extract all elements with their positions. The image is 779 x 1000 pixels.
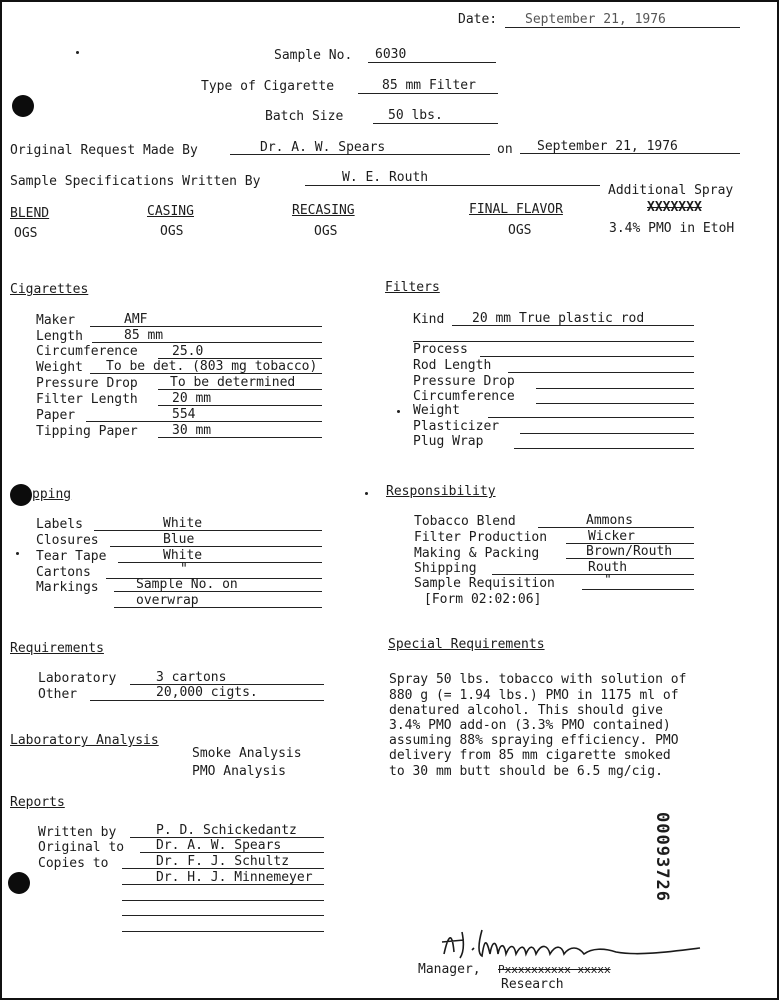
- ship-line-markings-2: [114, 607, 322, 608]
- special-line-6: delivery from 85 mm cigarette smoked: [389, 748, 671, 763]
- ship-value-labels: White: [163, 516, 203, 531]
- cig-value-maker: AMF: [124, 312, 148, 327]
- signature-department: Research: [501, 977, 564, 992]
- filter-line-rod-length: [508, 372, 694, 373]
- resp-value-requisition: ": [604, 573, 612, 588]
- ship-value-tear-tape: White: [163, 548, 203, 563]
- filter-kind-line: [452, 325, 694, 326]
- filter-kind-value: 20 mm True plastic rod: [472, 311, 645, 326]
- special-line-4: 3.4% PMO add-on (3.3% PMO contained): [389, 718, 671, 733]
- reports-original-label: Original to: [38, 840, 125, 855]
- form-note: [Form 02:02:06]: [424, 592, 542, 607]
- filter-line-circumference: [536, 403, 694, 404]
- filter-line-process: [480, 356, 694, 357]
- ship-label-tear-tape: Tear Tape: [36, 549, 107, 564]
- punch-hole: [8, 872, 30, 894]
- cig-line-tipping: [158, 437, 322, 438]
- ship-label-markings: Markings: [36, 580, 99, 595]
- reports-copy-line-2: [122, 884, 324, 885]
- resp-value-making: Brown/Routh: [586, 544, 673, 559]
- request-by-line: [230, 154, 490, 155]
- reports-blank-line-1: [122, 900, 324, 901]
- cig-line-length: [92, 342, 322, 343]
- signature-manager-label: Manager,: [418, 962, 481, 977]
- cig-label-circumference: Circumference: [36, 344, 138, 359]
- req-laboratory-label: Laboratory: [38, 671, 117, 686]
- filter-line-pressure: [536, 388, 694, 389]
- cig-value-tipping: 30 mm: [172, 423, 212, 438]
- reports-written-label: Written by: [38, 825, 117, 840]
- punch-hole: [10, 484, 32, 506]
- blend-label: BLEND: [10, 206, 50, 221]
- reports-original-value: Dr. A. W. Spears: [156, 838, 282, 853]
- filter-line-plasticizer: [520, 433, 694, 434]
- resp-line-shipping: [492, 574, 694, 575]
- reports-copy-2: Dr. H. J. Minnemeyer: [156, 870, 313, 885]
- resp-label-filter: Filter Production: [414, 530, 548, 545]
- filters-heading: Filters: [385, 280, 440, 295]
- ship-value-markings-2: overwrap: [136, 593, 199, 608]
- speck: [76, 51, 79, 54]
- batch-size-value: 50 lbs.: [388, 108, 443, 123]
- cig-label-length: Length: [36, 329, 83, 344]
- specs-by: W. E. Routh: [342, 170, 429, 185]
- reports-blank-line-2: [122, 915, 324, 916]
- req-other-value: 20,000 cigts.: [156, 685, 258, 700]
- resp-line-blend: [538, 527, 694, 528]
- punch-hole: [12, 95, 34, 117]
- ship-line-tear-tape: [118, 562, 322, 563]
- ship-line-labels: [94, 530, 322, 531]
- ship-value-closures: Blue: [163, 532, 195, 547]
- ship-value-cartons: ": [180, 562, 188, 577]
- resp-label-blend: Tobacco Blend: [414, 514, 516, 529]
- cig-line-filter-length: [158, 405, 322, 406]
- filter-kind-label: Kind: [413, 312, 445, 327]
- specs-label: Sample Specifications Written By: [10, 174, 261, 189]
- blend-value: OGS: [14, 226, 38, 241]
- resp-value-filter: Wicker: [588, 529, 635, 544]
- speck: [16, 552, 19, 555]
- additional-spray-value: 3.4% PMO in EtoH: [609, 221, 735, 236]
- cig-line-paper: [86, 421, 322, 422]
- request-by: Dr. A. W. Spears: [260, 140, 386, 155]
- additional-struck: XXXXXXX: [647, 200, 702, 215]
- filter-label-process: Process: [413, 342, 468, 357]
- reports-copy-1: Dr. F. J. Schultz: [156, 854, 290, 869]
- cig-label-filter-length: Filter Length: [36, 392, 138, 407]
- reports-written-value: P. D. Schickedantz: [156, 823, 297, 838]
- lab-analysis-heading: Laboratory Analysis: [10, 733, 159, 748]
- filter-label-pressure: Pressure Drop: [413, 374, 515, 389]
- ship-label-cartons: Cartons: [36, 565, 91, 580]
- cig-label-pressure: Pressure Drop: [36, 376, 138, 391]
- request-date: September 21, 1976: [537, 139, 678, 154]
- special-line-5: assuming 88% spraying efficiency. PMO: [389, 733, 679, 748]
- cig-label-weight: Weight: [36, 360, 83, 375]
- cig-line-pressure: [158, 389, 322, 390]
- document-stamp-number: 00093726: [652, 812, 672, 902]
- reports-heading: Reports: [10, 795, 65, 810]
- reports-copy-line-1: [122, 868, 324, 869]
- final-flavor-value: OGS: [508, 223, 532, 238]
- additional-spray-label: Additional Spray: [608, 183, 734, 198]
- sample-no-label: Sample No.: [274, 48, 353, 63]
- cig-line-maker: [90, 326, 322, 327]
- casing-label: CASING: [147, 204, 194, 219]
- reports-blank-line-3: [122, 931, 324, 932]
- batch-size-line: [373, 123, 498, 124]
- requirements-heading: Requirements: [10, 641, 104, 656]
- request-date-line: [520, 153, 740, 154]
- special-line-3: denatured alcohol. This should give: [389, 703, 663, 718]
- speck: [397, 410, 400, 413]
- req-other-line: [90, 700, 324, 701]
- filter-line-weight: [488, 417, 694, 418]
- cig-value-paper: 554: [172, 407, 196, 422]
- cig-value-pressure: To be determined: [170, 375, 296, 390]
- date-line: [505, 27, 740, 28]
- cig-value-weight: To be det. (803 mg tobacco): [106, 359, 318, 374]
- cigarettes-heading: Cigarettes: [10, 282, 89, 297]
- speck: [365, 492, 368, 495]
- ship-value-markings: Sample No. on: [136, 577, 238, 592]
- recasing-label: RECASING: [292, 203, 355, 218]
- filter-label-weight: Weight: [413, 403, 460, 418]
- responsibility-heading: Responsibility: [386, 484, 496, 499]
- cig-type-line: [358, 93, 498, 94]
- cig-value-filter-length: 20 mm: [172, 391, 212, 406]
- filter-label-plasticizer: Plasticizer: [413, 419, 500, 434]
- date-label: Date:: [458, 12, 498, 27]
- lab-analysis-pmo: PMO Analysis: [192, 764, 286, 779]
- sample-no-value: 6030: [375, 47, 407, 62]
- recasing-value: OGS: [314, 224, 338, 239]
- req-laboratory-value: 3 cartons: [156, 670, 227, 685]
- shipping-heading: pping: [32, 487, 72, 502]
- cig-value-circumference: 25.0: [172, 344, 204, 359]
- cig-type-label: Type of Cigarette: [201, 79, 335, 94]
- ship-line-markings: [114, 591, 322, 592]
- resp-value-blend: Ammons: [586, 513, 633, 528]
- lab-analysis-smoke: Smoke Analysis: [192, 746, 302, 761]
- cig-label-tipping: Tipping Paper: [36, 424, 138, 439]
- filter-label-rod-length: Rod Length: [413, 358, 492, 373]
- filter-label-circumference: Circumference: [413, 389, 515, 404]
- special-line-2: 880 g (= 1.94 lbs.) PMO in 1175 ml of: [389, 688, 679, 703]
- cig-type-value: 85 mm Filter: [382, 78, 476, 93]
- special-line-1: Spray 50 lbs. tobacco with solution of: [389, 672, 687, 687]
- request-label: Original Request Made By: [10, 143, 198, 158]
- resp-label-shipping: Shipping: [414, 561, 477, 576]
- date-value: September 21, 1976: [525, 12, 666, 27]
- resp-line-requisition: [582, 589, 694, 590]
- casing-value: OGS: [160, 224, 184, 239]
- reports-copies-label: Copies to: [38, 856, 109, 871]
- specs-by-line: [305, 185, 600, 186]
- resp-label-requisition: Sample Requisition: [414, 576, 555, 591]
- resp-value-shipping: Routh: [588, 560, 628, 575]
- filter-line-plug-wrap: [514, 448, 694, 449]
- cig-label-maker: Maker: [36, 313, 76, 328]
- sample-no-line: [368, 62, 496, 63]
- special-heading: Special Requirements: [388, 637, 545, 652]
- cig-label-paper: Paper: [36, 408, 76, 423]
- signature: [438, 924, 708, 964]
- ship-line-closures: [110, 546, 322, 547]
- signature-struck-title: Pxxxxxxxxxx xxxxx: [498, 963, 611, 976]
- ship-label-labels: Labels: [36, 517, 83, 532]
- reports-original-line: [140, 852, 324, 853]
- batch-size-label: Batch Size: [265, 109, 344, 124]
- ship-label-closures: Closures: [36, 533, 99, 548]
- on-label: on: [497, 142, 513, 157]
- resp-label-making: Making & Packing: [414, 546, 540, 561]
- req-other-label: Other: [38, 687, 78, 702]
- special-line-7: to 30 mm butt should be 6.5 mg/cig.: [389, 764, 663, 779]
- filter-label-plug-wrap: Plug Wrap: [413, 434, 484, 449]
- cig-line-weight: [90, 373, 322, 374]
- final-flavor-label: FINAL FLAVOR: [469, 202, 563, 217]
- cig-value-length: 85 mm: [124, 328, 164, 343]
- resp-line-making: [566, 558, 694, 559]
